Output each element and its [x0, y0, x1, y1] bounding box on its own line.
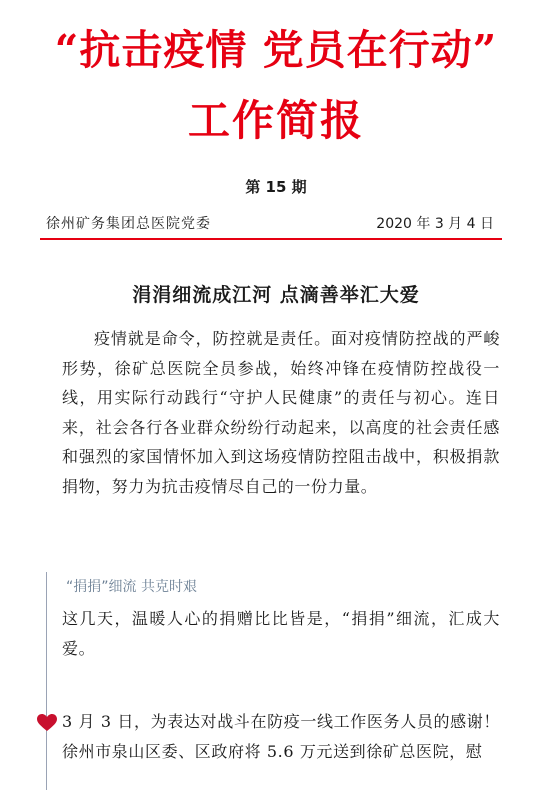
masthead-title-line2: 工作简报 [187, 96, 364, 145]
heart-icon [37, 714, 57, 732]
section-paragraph: 这几天，温暖人心的捐赠比比皆是，“捐捐”细流，汇成大爱。 [62, 609, 500, 658]
issue-number: 第 15 期 [245, 178, 307, 196]
publisher: 徐州矿务集团总医院党委 [46, 216, 211, 232]
section-sidebar-line [46, 572, 47, 790]
intro-paragraph: 疫情就是命令，防控就是责任。面对疫情防控战的严峻形势，徐矿总医院全员参战，始终冲锋在疫情防控战役一线，用实际行动践行“守护人民健康”的责任与初心。连日来，社会各行各业群众纷纷行动起来，以高度的社会责任感和强烈的家国情怀加入到这场疫情防控阻击战中，积极捐款捐物，努力为抗击疫情尽自己的一份力量。 [62, 329, 500, 496]
article-title: 涓涓细流成江河 点滴善举汇大爱 [132, 284, 420, 306]
red-divider [40, 238, 502, 240]
info-row [46, 213, 494, 235]
publish-date: 2020 年 3 月 4 日 [376, 216, 494, 232]
section-heading: “捐捐”细流 共克时艰 [66, 579, 197, 595]
detail-paragraph: 3 月 3 日，为表达对战斗在防疫一线工作医务人员的感谢！徐州市泉山区委、区政府将 5.6 万元送到徐矿总医院，慰 [62, 712, 500, 761]
masthead-title-line1: “抗击疫情 党员在行动” [54, 26, 498, 74]
